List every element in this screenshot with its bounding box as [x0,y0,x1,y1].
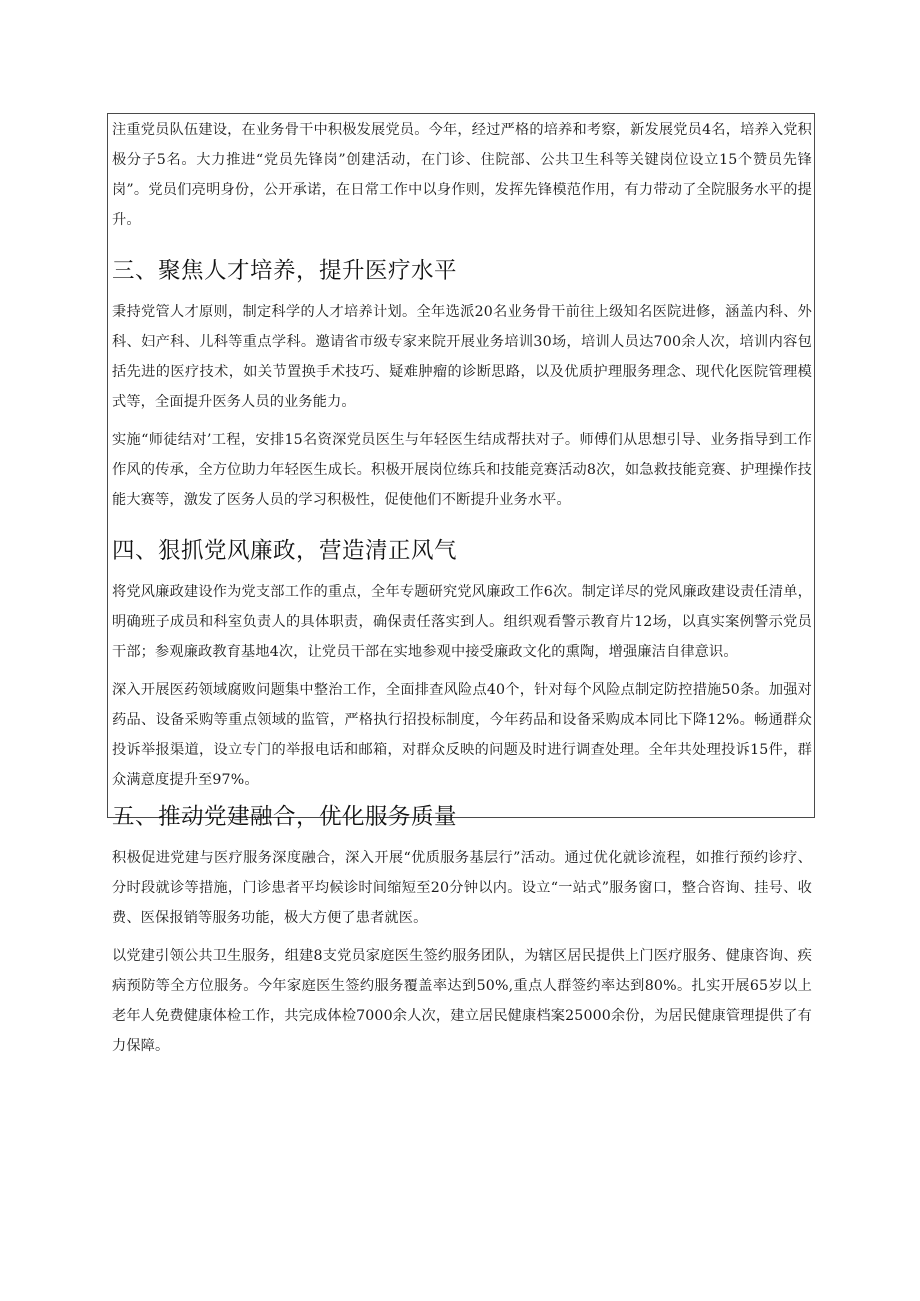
section-5-heading: 五、推动党建融合，优化服务质量 [112,804,458,830]
document-body [112,115,812,1061]
intro-paragraph: 注重党员队伍建设，在业务骨干中积极发展党员。今年，经过严格的培养和考察，新发展党员4名，培养入党积极分子5名。大力推进“党员先锋岗”创建活动，在门诊、住院部、公共卫生科等关键岗位设立15个赞员先锋岗”。党员们亮明身份，公开承诺，在日常工作中以身作则，发挥先锋模范作用，有力带动了全院服务水平的提升。 [112,122,812,228]
section-4-paragraph-2: 深入开展医药领域腐败问题集中整治工作，全面排查风险点40个，针对每个风险点制定防控措施50条。加强对药品、设备采购等重点领域的监管，严格执行招投标制度，今年药品和设备采购成本同比下降12%。畅通群众投诉举报渠道，设立专门的举报电话和邮箱，对群众反映的问题及时进行调查处理。全年共处理投诉15件，群众满意度提升至97%。 [112,682,812,788]
section-4-heading: 四、狠抓党风廉政，营造清正风气 [112,538,458,564]
section-4-paragraph-1: 将党风廉政建设作为党支部工作的重点，全年专题研究党风廉政工作6次。制定详尽的党风廉政建设责任清单，明确班子成员和科室负责人的具体职责，确保责任落实到人。组织观看警示教育片12场，以真实案例警示党员干部；参观廉政教育基地4次，让党员干部在实地参观中接受廉政文化的熏陶，增强廉洁自律意识。 [112,584,812,660]
section-3-heading: 三、聚焦人才培养，提升医疗水平 [112,258,458,284]
section-5-paragraph-1: 积极促进党建与医疗服务深度融合，深入开展“优质服务基层行”活动。通过优化就诊流程，如推行预约诊疗、分时段就诊等措施，门诊患者平均候诊时间缩短至20分钟以内。设立“一站式”服务窗口，整合咨询、挂号、收费、医保报销等服务功能，极大方便了患者就医。 [112,850,812,926]
section-3-paragraph-1: 秉持党管人才原则，制定科学的人才培养计划。全年选派20名业务骨干前往上级知名医院进修，涵盖内科、外科、妇产科、儿科等重点学科。邀请省市级专家来院开展业务培训30场，培训人员达700余人次，培训内容包括先进的医疗技术，如关节置换手术技巧、疑难肿瘤的诊断思路，以及优质护理服务理念、现代化医院管理模式等，全面提升医务人员的业务能力。 [112,304,812,410]
section-3-paragraph-2: 实施“师徒结对’工程，安排15名资深党员医生与年轻医生结成帮扶对子。师傅们从思想引导、业务指导到工作作风的传承，全方位助力年轻医生成长。积极开展岗位练兵和技能竞赛活动8次，如急救技能竞赛、护理操作技能大赛等，激发了医务人员的学习积极性，促使他们不断提升业务水平。 [112,432,812,508]
section-5-paragraph-2: 以党建引领公共卫生服务，组建8支党员家庭医生签约服务团队，为辖区居民提供上门医疗服务、健康咨询、疾病预防等全方位服务。今年家庭医生签约服务覆盖率达到50%,重点人群签约率达到80%。扎实开展65岁以上老年人免费健康体检工作，共完成体检7000余人次，建立居民健康档案25000余份，为居民健康管理提供了有力保障。 [112,948,812,1054]
